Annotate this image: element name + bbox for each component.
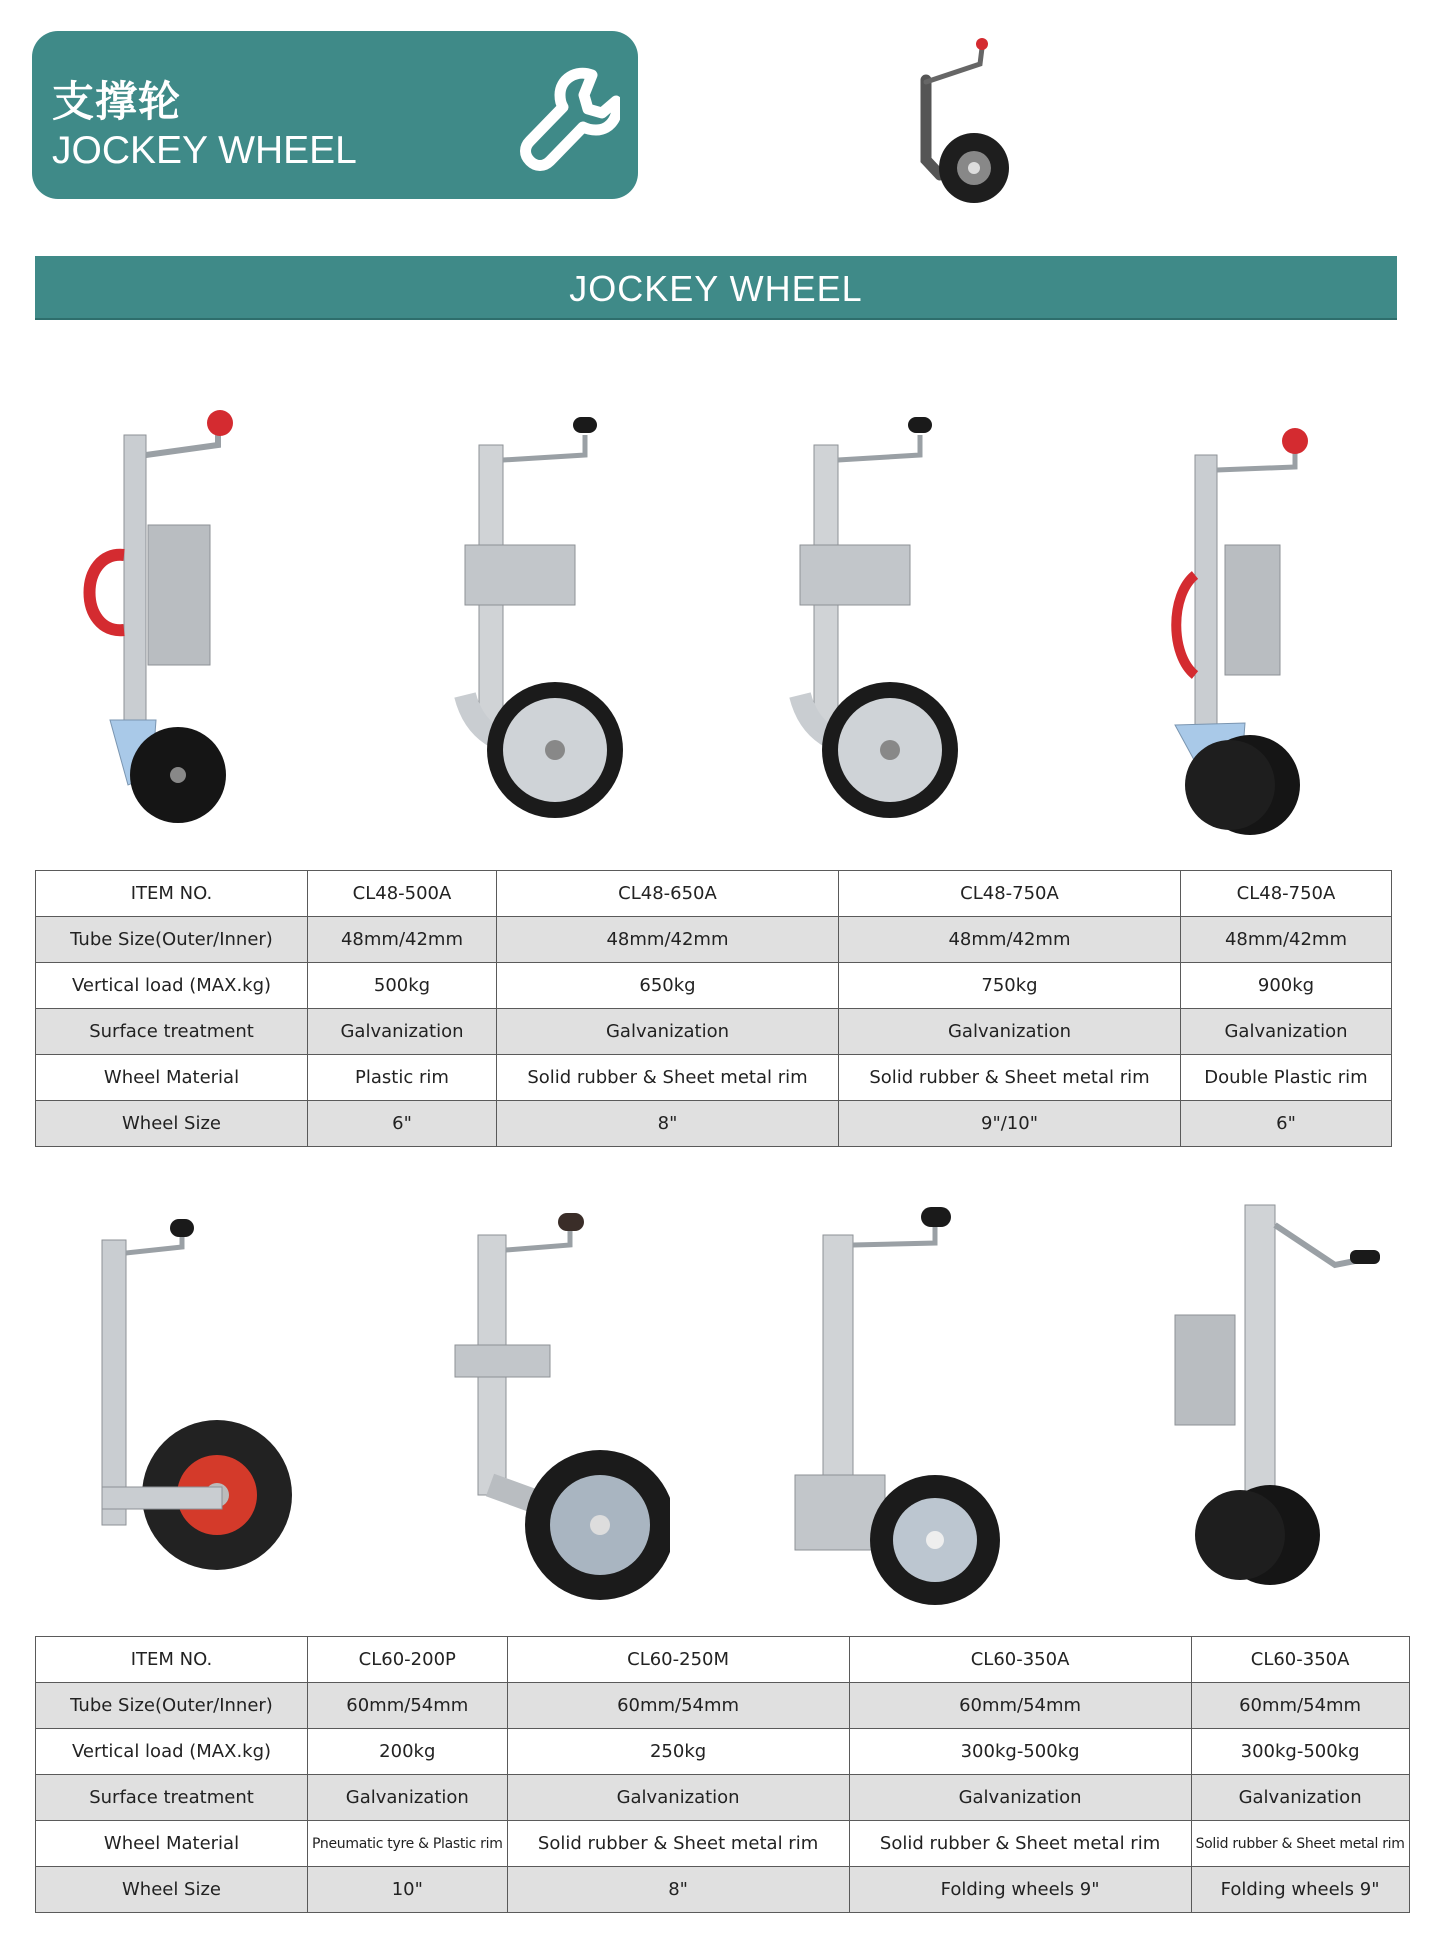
header-title-cn: 支撑轮 (52, 77, 182, 126)
table-cell: 48mm/42mm (839, 917, 1181, 963)
table-row (36, 1101, 1392, 1147)
table-cell: 6" (308, 1101, 497, 1147)
table-row (36, 1009, 1392, 1055)
table-cell: 48mm/42mm (1181, 917, 1392, 963)
row-label-wheel-material: Wheel Material (36, 1055, 308, 1101)
table-cell: Galvanization (507, 1775, 849, 1821)
product-image-cl60-250m (450, 1195, 670, 1625)
table-row (36, 1821, 1410, 1867)
table-cell: Galvanization (1181, 1009, 1392, 1055)
table-cell: CL48-750A (839, 871, 1181, 917)
table-cell: 9"/10" (839, 1101, 1181, 1147)
spec-table-cl60 (35, 1636, 1410, 1913)
row-label-item-no: ITEM NO. (36, 1637, 308, 1683)
product-image-cl48-650a (435, 405, 655, 835)
table-cell: Folding wheels 9" (849, 1867, 1191, 1913)
table-cell: 60mm/54mm (507, 1683, 849, 1729)
table-row (36, 1775, 1410, 1821)
row-label-surface-treatment: Surface treatment (36, 1775, 308, 1821)
row-label-wheel-material: Wheel Material (36, 1821, 308, 1867)
table-cell: Galvanization (497, 1009, 839, 1055)
product-image-cl60-350a-folding (1165, 1195, 1385, 1625)
table-row (36, 1683, 1410, 1729)
table-cell: CL60-250M (507, 1637, 849, 1683)
table-cell: 650kg (497, 963, 839, 1009)
product-image-cl60-350a (785, 1195, 1005, 1625)
table-row (36, 917, 1392, 963)
section-banner (35, 256, 1397, 320)
table-cell: 6" (1181, 1101, 1392, 1147)
table-cell: Solid rubber & Sheet metal rim (497, 1055, 839, 1101)
table-cell: Galvanization (839, 1009, 1181, 1055)
table-cell: Solid rubber & Sheet metal rim (507, 1821, 849, 1867)
table-cell: Pneumatic tyre & Plastic rim (308, 1821, 508, 1867)
table-cell: Solid rubber & Sheet metal rim (839, 1055, 1181, 1101)
table-cell: 500kg (308, 963, 497, 1009)
table-cell: 750kg (839, 963, 1181, 1009)
table-cell: 10" (308, 1867, 508, 1913)
table-cell: CL48-750A (1181, 871, 1392, 917)
product-image-cl48-750a (770, 405, 990, 835)
table-cell: Galvanization (308, 1009, 497, 1055)
header-card (32, 31, 638, 199)
row-label-vertical-load: Vertical load (MAX.kg) (36, 1729, 308, 1775)
table-row (36, 871, 1392, 917)
table-cell: 48mm/42mm (497, 917, 839, 963)
wrench-icon (510, 61, 620, 171)
table-cell: 60mm/54mm (308, 1683, 508, 1729)
table-cell: CL48-500A (308, 871, 497, 917)
row-label-tube-size: Tube Size(Outer/Inner) (36, 1683, 308, 1729)
table-cell: CL48-650A (497, 871, 839, 917)
table-cell: 200kg (308, 1729, 508, 1775)
table-cell: 250kg (507, 1729, 849, 1775)
product-image-cl48-750a-double (1155, 405, 1375, 835)
table-cell: CL60-350A (1191, 1637, 1409, 1683)
table-row (36, 963, 1392, 1009)
row-label-wheel-size: Wheel Size (36, 1101, 308, 1147)
table-cell: 300kg-500kg (1191, 1729, 1409, 1775)
table-cell: 300kg-500kg (849, 1729, 1191, 1775)
product-image-cl60-200p (82, 1195, 302, 1625)
row-label-surface-treatment: Surface treatment (36, 1009, 308, 1055)
table-cell: 8" (497, 1101, 839, 1147)
row-label-vertical-load: Vertical load (MAX.kg) (36, 963, 308, 1009)
table-cell: CL60-200P (308, 1637, 508, 1683)
product-image-cl48-500a (68, 405, 288, 835)
table-cell: Galvanization (1191, 1775, 1409, 1821)
table-cell: Solid rubber & Sheet metal rim (1191, 1821, 1409, 1867)
row-label-tube-size: Tube Size(Outer/Inner) (36, 917, 308, 963)
table-cell: Galvanization (849, 1775, 1191, 1821)
table-row (36, 1637, 1410, 1683)
table-cell: 60mm/54mm (1191, 1683, 1409, 1729)
table-cell: Plastic rim (308, 1055, 497, 1101)
row-label-item-no: ITEM NO. (36, 871, 308, 917)
jockey-wheel-hero-image (900, 20, 1040, 210)
table-cell: Galvanization (308, 1775, 508, 1821)
table-cell: Folding wheels 9" (1191, 1867, 1409, 1913)
header-title-en: JOCKEY WHEEL (52, 129, 357, 172)
banner-title: JOCKEY WHEEL (569, 268, 863, 309)
row-label-wheel-size: Wheel Size (36, 1867, 308, 1913)
table-row (36, 1729, 1410, 1775)
table-cell: 900kg (1181, 963, 1392, 1009)
table-cell: 48mm/42mm (308, 917, 497, 963)
table-cell: Solid rubber & Sheet metal rim (849, 1821, 1191, 1867)
table-cell: CL60-350A (849, 1637, 1191, 1683)
table-cell: 60mm/54mm (849, 1683, 1191, 1729)
spec-table-cl48 (35, 870, 1392, 1147)
table-row (36, 1055, 1392, 1101)
table-cell: Double Plastic rim (1181, 1055, 1392, 1101)
table-row (36, 1867, 1410, 1913)
table-cell: 8" (507, 1867, 849, 1913)
